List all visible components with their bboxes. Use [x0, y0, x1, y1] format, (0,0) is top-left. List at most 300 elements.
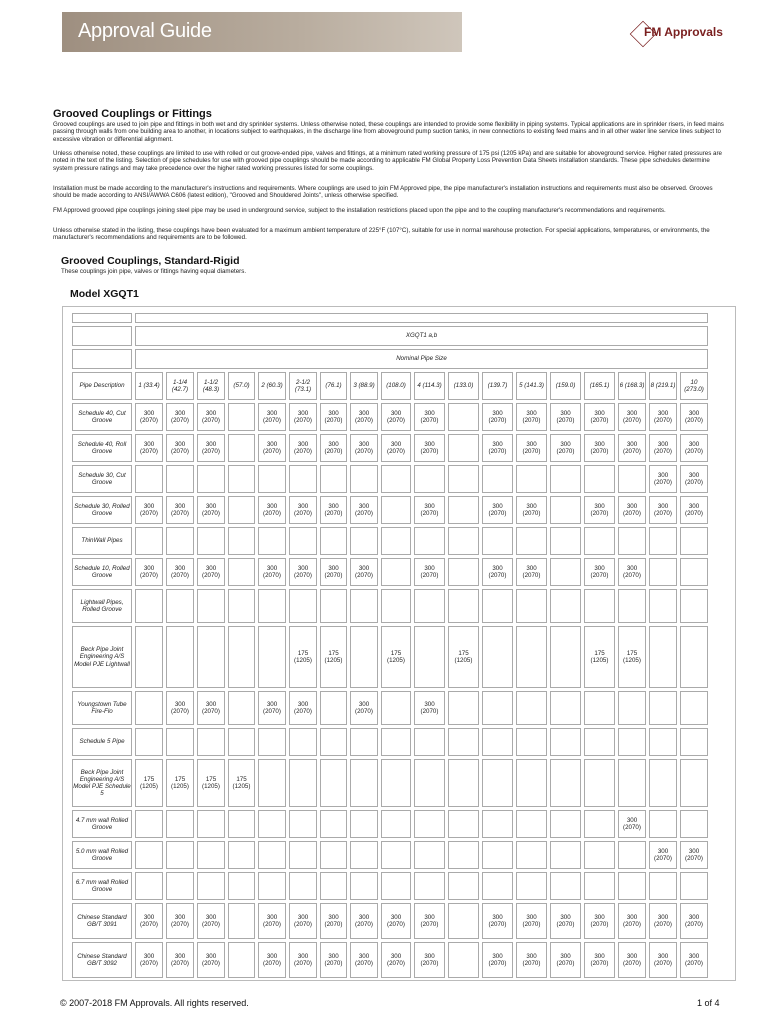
rating-cell: 300 (2070) [414, 942, 445, 978]
rating-cell [350, 872, 378, 900]
rating-cell: 300 (2070) [550, 942, 581, 978]
pipe-description: Beck Pipe Joint Engineering A/S Model PJE Schedule 5 [72, 759, 132, 807]
paragraph-2: Unless otherwise noted, these couplings are limited to use with rolled or cut groove-ended pipe, valves and fittings, at a minimum rated working pressure of 175 psi (1205 kPa) and are suitable for aboveground service. Higher rated pressures are noted in the text of the listing. Selection of pipe schedules for use with grooved pipe couplings should be made according to applicable FM Global Property Loss Prevention Data Sheets installation standards. These pipe schedules determine system pressure ratings and may take precedence over the higher rated working pressures listed for some couplings. [53, 150, 722, 172]
copyright: © 2007-2018 FM Approvals. All rights reserved. [60, 998, 249, 1008]
rating-cell: 175 (1205) [448, 626, 479, 688]
rating-cell [649, 728, 677, 756]
rating-cell [414, 626, 445, 688]
rating-cell [381, 691, 411, 725]
rating-cell [550, 841, 581, 869]
size-header: 4 (114.3) [414, 372, 445, 400]
rating-cell [550, 810, 581, 838]
rating-cell [197, 872, 225, 900]
rating-cell: 300 (2070) [618, 903, 646, 939]
table-row [72, 496, 708, 524]
table-row [72, 691, 708, 725]
rating-cell: 300 (2070) [258, 434, 286, 462]
rating-cell: 300 (2070) [516, 496, 547, 524]
rating-cell [516, 728, 547, 756]
table-row [72, 626, 708, 688]
rating-cell: 300 (2070) [516, 403, 547, 431]
rating-cell: 300 (2070) [258, 942, 286, 978]
rating-cell: 300 (2070) [649, 496, 677, 524]
rating-cell [516, 872, 547, 900]
rating-cell [197, 465, 225, 493]
rating-cell [320, 465, 347, 493]
table-row [72, 759, 708, 807]
rating-cell: 300 (2070) [289, 558, 317, 586]
rating-cell: 300 (2070) [618, 496, 646, 524]
rating-cell [516, 626, 547, 688]
rating-cell [228, 903, 255, 939]
rating-cell [680, 527, 708, 555]
rating-cell [228, 810, 255, 838]
pipe-description: Youngstown Tube Fire-Flo [72, 691, 132, 725]
rating-cell [320, 872, 347, 900]
rating-cell [135, 589, 163, 623]
rating-cell [680, 810, 708, 838]
rating-cell [289, 527, 317, 555]
table-row [72, 810, 708, 838]
rating-cell [381, 589, 411, 623]
rating-cell [166, 872, 194, 900]
rating-cell [618, 759, 646, 807]
rating-cell: 300 (2070) [320, 403, 347, 431]
rating-cell: 300 (2070) [381, 942, 411, 978]
rating-cell [584, 810, 615, 838]
rating-cell [550, 872, 581, 900]
rating-cell: 300 (2070) [135, 558, 163, 586]
rating-cell [550, 558, 581, 586]
rating-cell [350, 589, 378, 623]
rating-cell [680, 558, 708, 586]
rating-cell: 300 (2070) [258, 558, 286, 586]
rating-cell [289, 872, 317, 900]
rating-cell [516, 759, 547, 807]
rating-cell [381, 728, 411, 756]
rating-cell [414, 465, 445, 493]
rating-cell [228, 728, 255, 756]
table-row [72, 872, 708, 900]
header-banner [62, 12, 462, 52]
rating-cell [649, 558, 677, 586]
rating-cell [350, 626, 378, 688]
rating-cell: 300 (2070) [320, 496, 347, 524]
rating-cell: 300 (2070) [166, 558, 194, 586]
rating-cell [649, 527, 677, 555]
rating-cell [135, 841, 163, 869]
rating-cell [618, 465, 646, 493]
rating-cell: 175 (1205) [618, 626, 646, 688]
rating-cell: 300 (2070) [381, 903, 411, 939]
rating-cell: 300 (2070) [289, 903, 317, 939]
rating-cell: 175 (1205) [289, 626, 317, 688]
pipe-description: Schedule 40, Roll Groove [72, 434, 132, 462]
rating-cell [649, 759, 677, 807]
rating-cell: 175 (1205) [584, 626, 615, 688]
rating-cell [197, 626, 225, 688]
paragraph-5: Unless otherwise stated in the listing, these couplings have been evaluated for a maximum ambient temperature of 225°F (107°C), suitable for use in normal warehouse protection. For special applications, temperatures, or environments, the manufacturer's recommendations and requirements are to be followed. [53, 227, 710, 242]
rating-cell: 175 (1205) [135, 759, 163, 807]
rating-cell: 300 (2070) [584, 496, 615, 524]
size-header: 6 (168.3) [618, 372, 646, 400]
paragraph-4: FM Approved grooved pipe couplings joining steel pipe may be used in underground service, subject to the installation restrictions placed upon the pipe and to the coupling manufacturer's recommendations and requirements. [53, 207, 666, 214]
rating-cell: 300 (2070) [350, 496, 378, 524]
rating-cell [258, 841, 286, 869]
rating-cell: 300 (2070) [166, 403, 194, 431]
rating-table [69, 310, 711, 981]
rating-cell: 300 (2070) [680, 841, 708, 869]
subsection-description: These couplings join pipe, valves or fittings having equal diameters. [61, 268, 247, 275]
rating-cell: 300 (2070) [381, 403, 411, 431]
rating-cell [550, 527, 581, 555]
size-header: 2-1/2 (73.1) [289, 372, 317, 400]
rating-cell [649, 691, 677, 725]
rating-cell [414, 841, 445, 869]
pipe-description: Schedule 40, Cut Groove [72, 403, 132, 431]
rating-cell [320, 527, 347, 555]
rating-cell [350, 759, 378, 807]
rating-cell: 300 (2070) [680, 465, 708, 493]
paragraph-3: Installation must be made according to the manufacturer's instructions and requirements. Where couplings are used to join FM Approved pipe, the pipe manufacturer's installation instructions and requirements must also be observed. Grooves should be made according to ANSI/AWWA C606 (latest edition), "Grooved and Shouldered Joints", unless otherwise specified. [53, 185, 713, 200]
table-row [72, 942, 708, 978]
rating-cell: 300 (2070) [482, 496, 513, 524]
rating-cell: 300 (2070) [166, 496, 194, 524]
rating-cell [414, 527, 445, 555]
rating-cell: 300 (2070) [289, 691, 317, 725]
pipe-description: 4.7 mm wall Rolled Groove [72, 810, 132, 838]
rating-cell [680, 691, 708, 725]
table-row [72, 728, 708, 756]
rating-cell [584, 759, 615, 807]
rating-cell [258, 527, 286, 555]
rating-cell: 300 (2070) [649, 434, 677, 462]
rating-cell: 300 (2070) [550, 403, 581, 431]
rating-cell: 300 (2070) [414, 558, 445, 586]
table-row [72, 558, 708, 586]
rating-cell: 300 (2070) [197, 691, 225, 725]
rating-cell [197, 589, 225, 623]
subsection-title: Grooved Couplings, Standard-Rigid [61, 255, 240, 267]
size-header: 8 (219.1) [649, 372, 677, 400]
rating-cell [228, 872, 255, 900]
rating-cell [320, 759, 347, 807]
rating-cell [448, 728, 479, 756]
rating-cell [289, 841, 317, 869]
rating-cell [289, 759, 317, 807]
rating-cell [482, 465, 513, 493]
pressure-rating-table [62, 306, 736, 981]
rating-cell [289, 810, 317, 838]
rating-cell [516, 465, 547, 493]
rating-cell [516, 691, 547, 725]
table-row [72, 434, 708, 462]
table-row [72, 903, 708, 939]
rating-cell: 300 (2070) [166, 434, 194, 462]
pipe-description: Schedule 5 Pipe [72, 728, 132, 756]
rating-cell: 175 (1205) [228, 759, 255, 807]
rating-cell: 300 (2070) [482, 942, 513, 978]
rating-cell [258, 810, 286, 838]
pipe-description: ThinWall Pipes [72, 527, 132, 555]
rating-cell [166, 728, 194, 756]
rating-cell: 300 (2070) [584, 403, 615, 431]
rating-cell: 300 (2070) [516, 942, 547, 978]
rating-cell: 300 (2070) [584, 558, 615, 586]
rating-cell: 300 (2070) [258, 691, 286, 725]
pipe-description: 6.7 mm wall Rolled Groove [72, 872, 132, 900]
rating-cell [482, 728, 513, 756]
table-row [72, 589, 708, 623]
pipe-description: Schedule 30, Cut Groove [72, 465, 132, 493]
rating-cell: 300 (2070) [584, 942, 615, 978]
pipe-description: 5.0 mm wall Rolled Groove [72, 841, 132, 869]
rating-cell: 300 (2070) [258, 903, 286, 939]
rating-cell [166, 810, 194, 838]
rating-cell [448, 691, 479, 725]
rating-cell [228, 841, 255, 869]
rating-cell [584, 589, 615, 623]
size-header: 5 (141.3) [516, 372, 547, 400]
size-header: (139.7) [482, 372, 513, 400]
rating-cell [414, 810, 445, 838]
pipe-description: Schedule 10, Rolled Groove [72, 558, 132, 586]
rating-cell: 300 (2070) [320, 942, 347, 978]
rating-cell [448, 589, 479, 623]
rating-cell [550, 465, 581, 493]
size-header: 10 (273.0) [680, 372, 708, 400]
rating-cell [482, 810, 513, 838]
rating-cell [135, 691, 163, 725]
rating-cell [228, 434, 255, 462]
rating-cell [228, 626, 255, 688]
pipe-description: Schedule 30, Rolled Groove [72, 496, 132, 524]
rating-cell: 300 (2070) [350, 403, 378, 431]
rating-cell: 300 (2070) [197, 434, 225, 462]
rating-cell [448, 759, 479, 807]
rating-cell [680, 728, 708, 756]
rating-cell [516, 841, 547, 869]
rating-cell: 300 (2070) [135, 403, 163, 431]
desc-header: Pipe Description [72, 372, 132, 400]
rating-cell: 300 (2070) [680, 496, 708, 524]
size-header: 3 (88.9) [350, 372, 378, 400]
rating-cell [320, 841, 347, 869]
rating-cell: 175 (1205) [197, 759, 225, 807]
rating-cell: 300 (2070) [618, 403, 646, 431]
rating-cell [448, 434, 479, 462]
rating-cell: 175 (1205) [320, 626, 347, 688]
rating-cell: 300 (2070) [135, 434, 163, 462]
rating-cell [680, 589, 708, 623]
rating-cell [649, 589, 677, 623]
rating-cell [550, 589, 581, 623]
rating-cell [448, 496, 479, 524]
rating-cell [258, 728, 286, 756]
rating-cell [482, 872, 513, 900]
rating-cell: 300 (2070) [618, 434, 646, 462]
rating-cell [166, 589, 194, 623]
rating-cell: 300 (2070) [197, 903, 225, 939]
rating-cell [482, 589, 513, 623]
rating-cell [320, 728, 347, 756]
rating-cell [350, 841, 378, 869]
rating-cell: 300 (2070) [649, 465, 677, 493]
rating-cell [258, 759, 286, 807]
rating-cell: 300 (2070) [350, 942, 378, 978]
rating-cell: 300 (2070) [320, 434, 347, 462]
rating-cell [448, 810, 479, 838]
rating-cell [649, 626, 677, 688]
rating-cell: 300 (2070) [414, 691, 445, 725]
rating-cell: 300 (2070) [516, 558, 547, 586]
rating-cell: 300 (2070) [350, 691, 378, 725]
size-header: (165.1) [584, 372, 615, 400]
rating-cell: 300 (2070) [618, 558, 646, 586]
rating-cell: 300 (2070) [289, 403, 317, 431]
rating-cell: 300 (2070) [618, 810, 646, 838]
rating-cell [166, 626, 194, 688]
rating-cell [448, 872, 479, 900]
rating-cell: 300 (2070) [135, 903, 163, 939]
rating-cell [197, 841, 225, 869]
banner-title: Approval Guide [78, 20, 212, 42]
model-title: Model XGQT1 [70, 288, 139, 300]
size-header: (133.0) [448, 372, 479, 400]
rating-cell [258, 589, 286, 623]
rating-cell [482, 759, 513, 807]
rating-cell [482, 841, 513, 869]
rating-cell [320, 810, 347, 838]
rating-cell [584, 527, 615, 555]
rating-cell [381, 527, 411, 555]
pipe-description: Lightwall Pipes, Rolled Groove [72, 589, 132, 623]
rating-cell [228, 589, 255, 623]
rating-cell [550, 691, 581, 725]
rating-cell: 300 (2070) [516, 434, 547, 462]
fm-approvals-logo [628, 18, 724, 48]
rating-cell [584, 872, 615, 900]
rating-cell: 300 (2070) [350, 558, 378, 586]
rating-cell: 300 (2070) [482, 403, 513, 431]
pipe-description: Chinese Standard GB/T 3092 [72, 942, 132, 978]
blank-header [135, 313, 708, 323]
rating-cell [228, 942, 255, 978]
rating-cell [482, 527, 513, 555]
rating-cell [482, 626, 513, 688]
rating-cell [289, 465, 317, 493]
rating-cell [584, 465, 615, 493]
size-header: (57.0) [228, 372, 255, 400]
rating-cell: 300 (2070) [482, 434, 513, 462]
rating-cell [166, 527, 194, 555]
rating-cell [618, 691, 646, 725]
rating-cell: 300 (2070) [350, 903, 378, 939]
rating-cell [516, 589, 547, 623]
rating-cell [550, 728, 581, 756]
rating-cell [135, 527, 163, 555]
rating-cell [289, 728, 317, 756]
rating-cell [448, 527, 479, 555]
rating-cell: 300 (2070) [584, 903, 615, 939]
rating-cell [289, 589, 317, 623]
rating-cell [135, 465, 163, 493]
rating-cell: 300 (2070) [166, 691, 194, 725]
rating-cell [135, 728, 163, 756]
rating-cell: 300 (2070) [197, 403, 225, 431]
rating-cell [258, 465, 286, 493]
rating-cell: 300 (2070) [482, 903, 513, 939]
rating-cell [584, 691, 615, 725]
size-header: 1-1/2 (48.3) [197, 372, 225, 400]
rating-cell [680, 626, 708, 688]
rating-cell: 300 (2070) [680, 434, 708, 462]
rating-cell: 300 (2070) [289, 434, 317, 462]
page-number: 1 of 4 [697, 998, 720, 1008]
rating-cell: 300 (2070) [197, 942, 225, 978]
table-row [72, 465, 708, 493]
rating-cell: 300 (2070) [516, 903, 547, 939]
rating-cell [584, 728, 615, 756]
rating-cell [448, 942, 479, 978]
rating-cell [381, 496, 411, 524]
rating-cell [516, 810, 547, 838]
rating-cell [448, 403, 479, 431]
rating-cell [414, 728, 445, 756]
rating-cell [381, 759, 411, 807]
rating-cell [618, 728, 646, 756]
table-row [72, 841, 708, 869]
paragraph-1: Grooved couplings are used to join pipe and fittings in both wet and dry sprinkler systems. Unless otherwise noted, these couplings are intended to provide some flexibility in piping systems. Typical applications are in sprinkler risers, in feed mains passing through walls from one building area to another, in locations subject to earthquakes, in the discharge line from aboveground pump suction tanks, in new connections to existing feed mains and in all other water line service lines subject to excessive vibration or differential alignment. [53, 121, 724, 143]
rating-cell [350, 465, 378, 493]
rating-cell [258, 872, 286, 900]
size-header: 1 (33.4) [135, 372, 163, 400]
rating-cell [381, 810, 411, 838]
rating-cell [381, 841, 411, 869]
rating-cell: 300 (2070) [550, 434, 581, 462]
rating-cell: 300 (2070) [381, 434, 411, 462]
rating-cell: 300 (2070) [680, 942, 708, 978]
rating-cell [197, 527, 225, 555]
rating-cell [228, 465, 255, 493]
rating-cell [197, 728, 225, 756]
section-title: Grooved Couplings or Fittings [53, 108, 212, 120]
rating-cell [649, 810, 677, 838]
rating-cell [350, 728, 378, 756]
rating-cell: 175 (1205) [381, 626, 411, 688]
size-header: (159.0) [550, 372, 581, 400]
pipe-description: Chinese Standard GB/T 3091 [72, 903, 132, 939]
size-header: 2 (60.3) [258, 372, 286, 400]
rating-cell: 300 (2070) [414, 403, 445, 431]
rating-cell [135, 810, 163, 838]
rating-cell [135, 872, 163, 900]
rating-cell [482, 691, 513, 725]
rating-cell [258, 626, 286, 688]
rating-cell [228, 403, 255, 431]
rating-cell: 300 (2070) [618, 942, 646, 978]
rating-cell: 300 (2070) [680, 903, 708, 939]
rating-cell: 300 (2070) [320, 558, 347, 586]
rating-cell: 300 (2070) [289, 942, 317, 978]
rating-cell: 300 (2070) [258, 496, 286, 524]
rating-cell: 300 (2070) [649, 403, 677, 431]
rating-cell [448, 903, 479, 939]
rating-cell [448, 841, 479, 869]
rating-cell [197, 810, 225, 838]
rating-cell [381, 465, 411, 493]
rating-cell: 300 (2070) [197, 558, 225, 586]
